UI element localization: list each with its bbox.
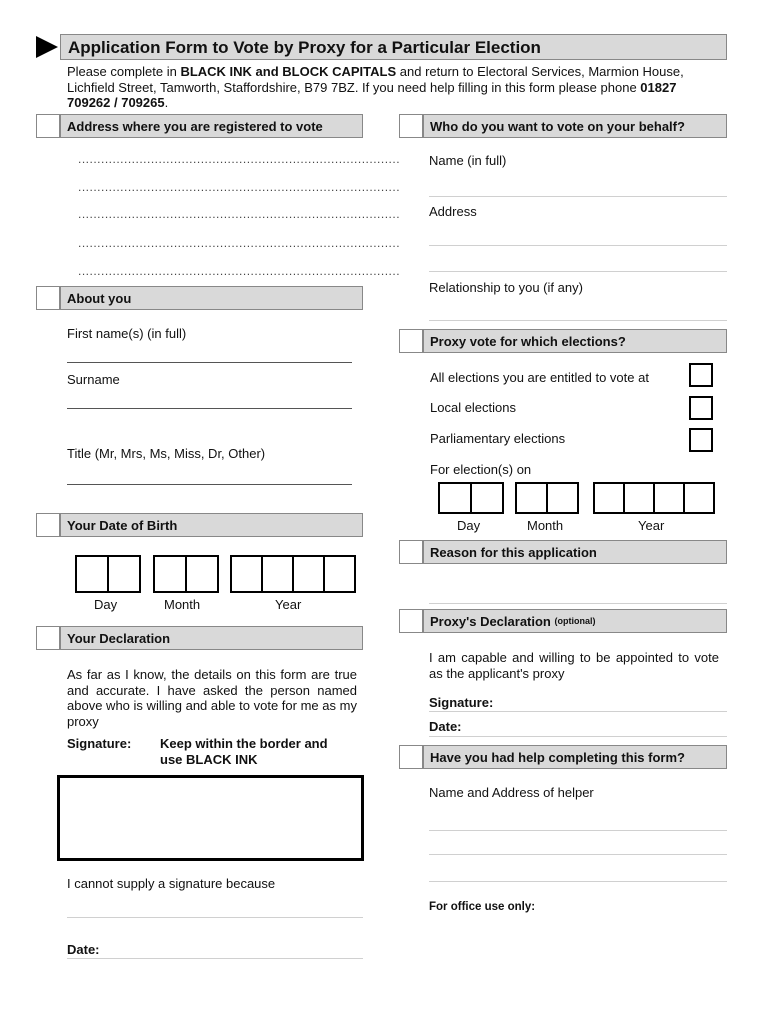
help-section-marker	[399, 745, 423, 769]
signature-box[interactable]	[57, 775, 364, 861]
proxy-declaration-title: Proxy's Declaration	[430, 613, 551, 629]
proxy-declaration-text: I am capable and willing to be appointed to vote as the applicant's proxy	[429, 650, 719, 681]
elections-section-marker	[399, 329, 423, 353]
proxy-name-label: Name (in full)	[429, 153, 507, 168]
title-field[interactable]	[67, 484, 352, 485]
all-elections-checkbox[interactable]	[689, 363, 713, 387]
relationship-field[interactable]	[429, 320, 727, 321]
declaration-date-label: Date:	[67, 942, 100, 957]
for-elections-on-label: For election(s) on	[430, 462, 532, 477]
about-section-marker	[36, 286, 60, 310]
proxy-date-field[interactable]	[429, 736, 727, 737]
parliamentary-elections-label: Parliamentary elections	[430, 431, 566, 446]
all-elections-label: All elections you are entitled to vote at	[430, 370, 649, 385]
first-name-label: First name(s) (in full)	[67, 326, 187, 341]
reason-section-header: Reason for this application	[423, 540, 727, 564]
relationship-label: Relationship to you (if any)	[429, 280, 583, 295]
proxy-section-header: Who do you want to vote on your behalf?	[423, 114, 727, 138]
local-elections-label: Local elections	[430, 400, 516, 415]
address-line-2[interactable]: ....................................................................................	[78, 180, 401, 194]
address-section-header: Address where you are registered to vote	[60, 114, 363, 138]
local-elections-checkbox[interactable]	[689, 396, 713, 420]
signature-note: Keep within the border and use BLACK INK	[160, 736, 328, 767]
proxy-signature-field[interactable]	[429, 711, 727, 712]
helper-field-2[interactable]	[429, 854, 727, 855]
helper-field-1[interactable]	[429, 830, 727, 831]
helper-label: Name and Address of helper	[429, 785, 594, 800]
proxy-section-marker	[399, 114, 423, 138]
reason-field[interactable]	[429, 603, 727, 604]
election-month-label: Month	[527, 518, 564, 533]
proxy-address-field-1[interactable]	[429, 245, 727, 246]
address-line-1[interactable]: ....................................................................................	[78, 152, 401, 166]
address-line-5[interactable]: ....................................................................................	[78, 264, 401, 278]
election-year-boxes[interactable]	[593, 482, 715, 514]
arrow-icon	[36, 36, 58, 58]
dob-day-label: Day	[94, 597, 118, 612]
proxy-date-label: Date:	[429, 719, 462, 734]
signature-label: Signature:	[67, 736, 132, 751]
dob-section-marker	[36, 513, 60, 537]
intro-text	[67, 64, 717, 111]
helper-field-3[interactable]	[429, 881, 727, 882]
election-month-boxes[interactable]	[515, 482, 579, 514]
election-day-boxes[interactable]	[438, 482, 504, 514]
proxy-declaration-header	[423, 609, 727, 633]
proxy-address-label: Address	[429, 204, 477, 219]
surname-field[interactable]	[67, 408, 352, 409]
parliamentary-elections-checkbox[interactable]	[689, 428, 713, 452]
intro-part-2: and return to Electoral Services, Marmion House, Lichfield Street, Tamworth, Staffordshire, B79 7BZ. If you need help filling in this form please phone	[67, 64, 684, 95]
declaration-date-field[interactable]	[67, 958, 363, 959]
intro-phone: 01827 709262 / 709265	[67, 79, 677, 110]
election-year-label: Year	[638, 518, 665, 533]
proxy-name-field[interactable]	[429, 196, 727, 197]
about-section-header: About you	[60, 286, 363, 310]
declaration-text: As far as I know, the details on this form are true and accurate. I have asked the person named above who is willing and able to vote for me as my proxy	[67, 667, 357, 729]
cannot-sign-label: I cannot supply a signature because	[67, 876, 276, 891]
address-line-4[interactable]: ....................................................................................	[78, 236, 401, 250]
election-day-label: Day	[457, 518, 481, 533]
dob-year-boxes[interactable]	[230, 555, 356, 593]
reason-section-marker	[399, 540, 423, 564]
first-name-field[interactable]	[67, 362, 352, 363]
declaration-section-marker	[36, 626, 60, 650]
help-section-header: Have you had help completing this form?	[423, 745, 727, 769]
proxy-signature-label: Signature:	[429, 695, 494, 710]
intro-bold-1: BLACK INK and BLOCK CAPITALS	[180, 64, 397, 79]
elections-section-header: Proxy vote for which elections?	[423, 329, 727, 353]
address-section-marker	[36, 114, 60, 138]
dob-month-boxes[interactable]	[153, 555, 219, 593]
title-label: Title (Mr, Mrs, Ms, Miss, Dr, Other)	[67, 446, 266, 461]
surname-label: Surname	[67, 372, 120, 387]
proxy-declaration-optional: (optional)	[554, 616, 596, 626]
address-line-3[interactable]: ....................................................................................	[78, 207, 401, 221]
intro-part-1: Please complete in	[67, 64, 181, 79]
office-use-label: For office use only:	[429, 901, 536, 913]
declaration-section-header: Your Declaration	[60, 626, 363, 650]
proxy-declaration-marker	[399, 609, 423, 633]
dob-year-label: Year	[275, 597, 302, 612]
dob-section-header: Your Date of Birth	[60, 513, 363, 537]
cannot-sign-field[interactable]	[67, 917, 363, 918]
dob-day-boxes[interactable]	[75, 555, 141, 593]
dob-month-label: Month	[164, 597, 201, 612]
proxy-address-field-2[interactable]	[429, 271, 727, 272]
page-title: Application Form to Vote by Proxy for a Particular Election	[60, 34, 727, 60]
intro-part-3: .	[164, 95, 169, 110]
